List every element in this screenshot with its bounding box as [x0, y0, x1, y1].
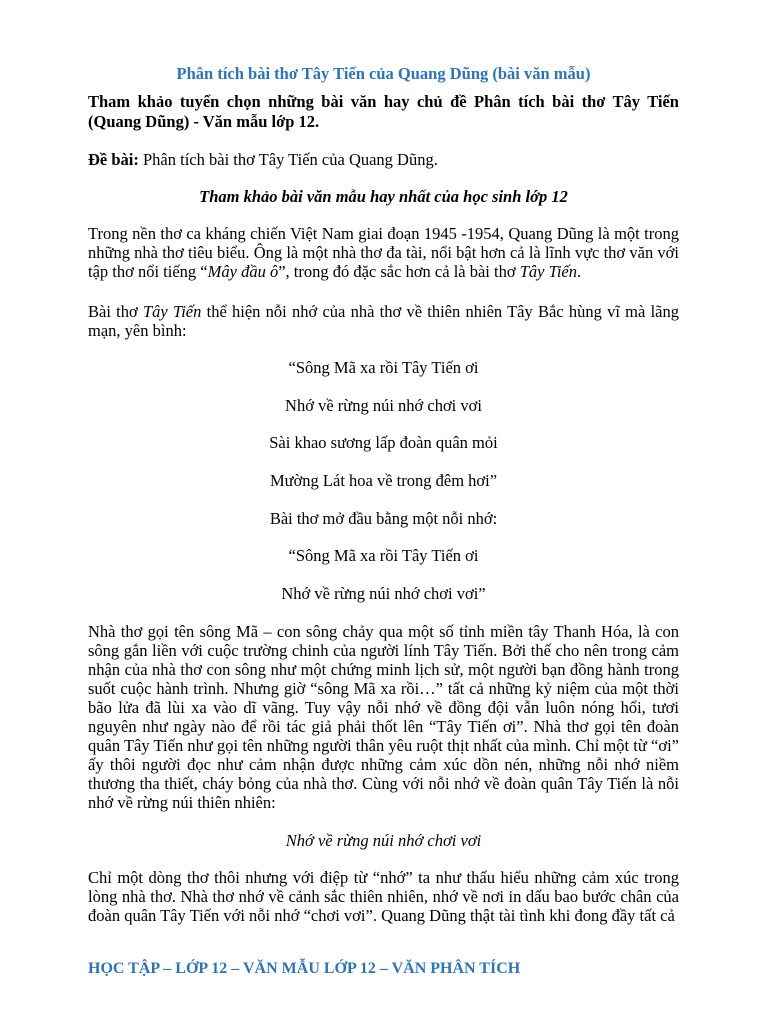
verse-line: “Sông Mã xa rồi Tây Tiến ơi	[288, 546, 479, 565]
paragraph-2	[88, 302, 679, 340]
paragraph-1-italic-a: Mây đầu ô	[207, 262, 279, 281]
assignment-label: Đề bài:	[88, 150, 139, 169]
intro-paragraph: Tham khảo tuyển chọn những bài văn hay chủ đề Phân tích bài thơ Tây Tiến (Quang Dũng) - Văn mẫu lớp 12.	[88, 92, 679, 131]
paragraph-1-text-b: ”, trong đó đặc sắc hơn cả là bài thơ	[278, 262, 520, 281]
paragraph-3: Nhà thơ gọi tên sông Mã – con sông chảy qua một số tỉnh miền tây Thanh Hóa, là con sông gắn liền với cuộc trường chinh của người lính Tây Tiến. Bởi thế cho nên trong cảm nhận của nhà thơ con sông như một chứng minh lịch sử, một người bạn đồng hành trong suốt cuộc hành trình. Nhưng giờ “sông Mã xa rồi…” tất cả những kỷ niệm của một thời bão lửa đã lùi xa vào dĩ vãng. Tuy vậy nỗi nhớ về đồng đội vẫn luôn nóng hổi, tươi nguyên như ngày nào để rồi tác giả phải thốt lên “Tây Tiến ơi”. Nhà thơ gọi tên đoàn quân Tây Tiến như gọi tên những người thân yêu ruột thịt nhất của mình. Chỉ một từ “ơi” ấy thôi người đọc như cảm nhận được những cảm xúc dồn nén, những nỗi nhớ niềm thương tha thiết, cháy bỏng của nhà thơ. Cùng với nỗi nhớ về đoàn quân Tây Tiến là nỗi nhớ về rừng núi thiên nhiên:	[88, 622, 679, 812]
paragraph-2-text-b: thể hiện nỗi nhớ của nhà thơ về thiên nhiên Tây Bắc hùng vĩ mà lãng mạn, yên bình:	[88, 302, 679, 340]
verse-line: Mường Lát hoa về trong đêm hơi”	[269, 471, 498, 490]
paragraph-1-text-c: .	[577, 262, 582, 281]
essay-subheading: Tham khảo bài văn mẫu hay nhất của học sinh lớp 12	[199, 187, 568, 206]
paragraph-2-text-a: Bài thơ	[88, 302, 143, 321]
verse-line: Nhớ về rừng núi nhớ chơi vơi”	[281, 584, 486, 603]
document-title: Phân tích bài thơ Tây Tiến của Quang Dũng (bài văn mẫu)	[176, 64, 591, 83]
verse-line-italic: Nhớ về rừng núi nhớ chơi vơi	[285, 831, 482, 850]
paragraph-1	[88, 224, 679, 281]
transition-line: Bài thơ mở đầu bằng một nỗi nhớ:	[269, 509, 498, 528]
paragraph-2-italic: Tây Tiến	[142, 302, 202, 321]
assignment-text: Phân tích bài thơ Tây Tiến của Quang Dũng.	[138, 150, 438, 169]
paragraph-1-italic-b: Tây Tiến	[519, 262, 578, 281]
verse-line: “Sông Mã xa rồi Tây Tiến ơi	[288, 358, 479, 377]
paragraph-4: Chỉ một dòng thơ thôi nhưng với điệp từ “nhớ” ta như thấu hiểu những cảm xúc trong lòng nhà thơ. Nhà thơ nhớ về cảnh sắc thiên nhiên, nhớ về nơi in dấu bao bước chân của đoàn quân Tây Tiến với nỗi nhớ “chơi vơi”. Quang Dũng thật tài tình khi đong đầy tất cả	[88, 868, 679, 925]
verse-line: Sài khao sương lấp đoàn quân mỏi	[269, 433, 498, 452]
verse-line: Nhớ về rừng núi nhớ chơi vơi	[285, 396, 482, 415]
paragraph-1-text-a: Trong nền thơ ca kháng chiến Việt Nam giai đoạn 1945 -1954, Quang Dũng là một trong những nhà thơ tiêu biểu. Ông là một nhà thơ đa tài, nổi bật hơn cả là lĩnh vực thơ văn với tập thơ nổi tiếng “	[88, 224, 679, 281]
page-footer: HỌC TẬP – LỚP 12 – VĂN MẪU LỚP 12 – VĂN PHÂN TÍCH	[88, 960, 521, 977]
assignment-line	[88, 150, 438, 170]
